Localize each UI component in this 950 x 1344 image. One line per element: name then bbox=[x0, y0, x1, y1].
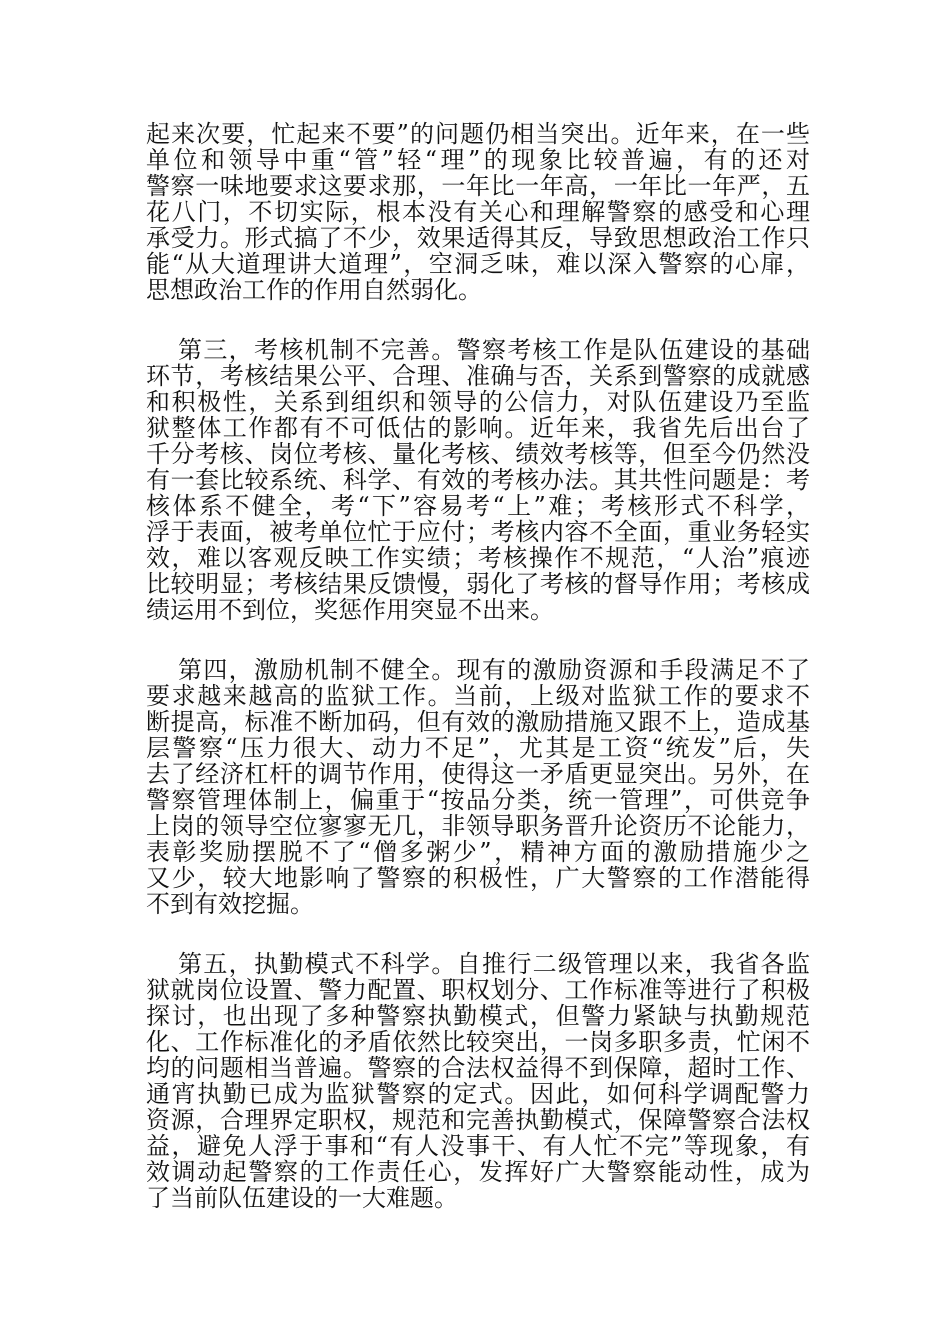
text-line: 了当前队伍建设的一大难题。 bbox=[146, 1185, 458, 1211]
text-line: 表彰奖励摆脱不了“僧多粥少”，精神方面的激励措施少之 bbox=[146, 839, 810, 865]
text-line: 警察管理体制上，偏重于“按品分类，统一管理”，可供竞争 bbox=[146, 787, 810, 813]
text-line: 有一套比较系统、科学、有效的考核办法。其共性问题是：考 bbox=[146, 467, 810, 493]
text-line: 均的问题相当普遍。警察的合法权益得不到保障，超时工作、 bbox=[146, 1055, 810, 1081]
text-line: 断提高，标准不断加码，但有效的激励措施又跟不上，造成基 bbox=[146, 709, 810, 735]
text-line: 狱整体工作都有不可低估的影响。近年来，我省先后出台了 bbox=[146, 415, 810, 441]
text-line: 第五，执勤模式不科学。自推行二级管理以来，我省各监 bbox=[178, 951, 810, 977]
text-line: 环节，考核结果公平、合理、准确与否，关系到警察的成就感 bbox=[146, 363, 810, 389]
text-line: 和积极性，关系到组织和领导的公信力，对队伍建设乃至监 bbox=[146, 389, 810, 415]
text-line: 资源，合理界定职权，规范和完善执勤模式，保障警察合法权 bbox=[146, 1107, 810, 1133]
text-line: 承受力。形式搞了不少，效果适得其反，导致思想政治工作只 bbox=[146, 225, 810, 251]
document-body bbox=[146, 121, 810, 1245]
text-line: 第四，激励机制不健全。现有的激励资源和手段满足不了 bbox=[178, 657, 810, 683]
text-line: 起来次要，忙起来不要”的问题仍相当突出。近年来，在一些 bbox=[146, 121, 810, 147]
text-line: 浮于表面，被考单位忙于应付；考核内容不全面，重业务轻实 bbox=[146, 519, 810, 545]
text-line: 探讨，也出现了多种警察执勤模式，但警力紧缺与执勤规范 bbox=[146, 1003, 810, 1029]
text-line: 单位和领导中重“管”轻“理”的现象比较普遍，有的还对 bbox=[146, 147, 810, 173]
text-line: 警察一味地要求这要求那，一年比一年高，一年比一年严，五 bbox=[146, 173, 810, 199]
text-line: 能“从大道理讲大道理”，空洞乏味，难以深入警察的心扉， bbox=[146, 251, 810, 277]
paragraph-assessment-mechanism bbox=[146, 337, 810, 623]
text-line: 绩运用不到位，奖惩作用突显不出来。 bbox=[146, 597, 554, 623]
text-line: 效，难以客观反映工作实绩；考核操作不规范，“人治”痕迹 bbox=[146, 545, 810, 571]
text-line: 千分考核、岗位考核、量化考核、绩效考核等，但至今仍然没 bbox=[146, 441, 810, 467]
paragraph-incentive-mechanism bbox=[146, 657, 810, 917]
text-line: 通宵执勤已成为监狱警察的定式。因此，如何科学调配警力 bbox=[146, 1081, 810, 1107]
text-line: 核体系不健全，考“下”容易考“上”难；考核形式不科学， bbox=[146, 493, 810, 519]
text-line: 化、工作标准化的矛盾依然比较突出，一岗多职多责，忙闲不 bbox=[146, 1029, 810, 1055]
text-line: 花八门，不切实际，根本没有关心和理解警察的感受和心理 bbox=[146, 199, 810, 225]
text-line: 益，避免人浮于事和“有人没事干、有人忙不完”等现象，有 bbox=[146, 1133, 810, 1159]
text-line: 思想政治工作的作用自然弱化。 bbox=[146, 277, 482, 303]
paragraph-duty-mode bbox=[146, 951, 810, 1211]
text-line: 狱就岗位设置、警力配置、职权划分、工作标准等进行了积极 bbox=[146, 977, 810, 1003]
text-line: 要求越来越高的监狱工作。当前，上级对监狱工作的要求不 bbox=[146, 683, 810, 709]
paragraph-political-work-ending bbox=[146, 121, 810, 303]
text-line: 比较明显；考核结果反馈慢，弱化了考核的督导作用；考核成 bbox=[146, 571, 810, 597]
text-line: 上岗的领导空位寥寥无几，非领导职务晋升论资历不论能力， bbox=[146, 813, 810, 839]
text-line: 去了经济杠杆的调节作用，使得这一矛盾更显突出。另外，在 bbox=[146, 761, 810, 787]
text-line: 又少，较大地影响了警察的积极性，广大警察的工作潜能得 bbox=[146, 865, 810, 891]
text-line: 第三，考核机制不完善。警察考核工作是队伍建设的基础 bbox=[178, 337, 810, 363]
text-line: 层警察“压力很大、动力不足”，尤其是工资“统发”后，失 bbox=[146, 735, 810, 761]
text-line: 效调动起警察的工作责任心，发挥好广大警察能动性，成为 bbox=[146, 1159, 810, 1185]
text-line: 不到有效挖掘。 bbox=[146, 891, 314, 917]
